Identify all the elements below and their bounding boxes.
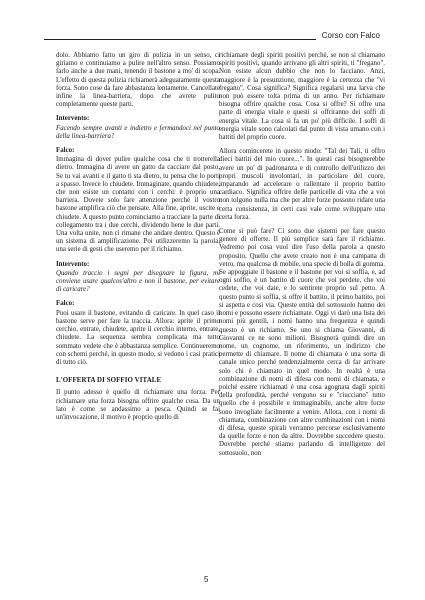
right-column [219,52,385,464]
paragraph: Il punto adesso è quello di richiamare una forza. Per richiamare una forza bisogna offrire qualche cosa. Da un lato è come se andassimo a pesca. Quindi se fai un'invocazione, il motivo è proprio quello di [56,389,220,421]
speaker-label: Falco: [56,300,75,308]
paragraph: Come si può fare? Ci sono due sistemi per fare questo genere di offerte. Il più semplice sarà fare il richiamo. Vedremo poi cosa vuol dire l'uso della parola a questo proposito. Quello che avete creato non è una campana di vetro, ma qualcosa di mobile, una specie di bolla di gomma. Se appoggiate il bastone e il bastone per voi si soffia, e, ad ogni soffio, è un battito di cuore che voi perdete, che voi cedete, che voi date, e lo sentirete proprio sul petto. A questo punto si soffia, si offre il battito, il primo battito, poi si aspetta e così via. Queste entità del sottosuolo hanno dei nomi e possono essere richiamate. Oggi vi darò una lista dei nomi più gentili, i nomi hanno una frequenza e quindi questo è un richiamo. Se uno si chiama Giovanni, di Giovanni ce ne sono milioni. Bisognerà quindi dire un nome, un cognome, un riferimento, un indirizzo che permette di chiamare. Il nome di chiamata è una sorta di canale unico perché tendenzialmente cerca di far arrivare solo chi è chiamato in quel modo. In realtà è una combinazione di nomi di difesa con nomi di chiamata, e poiché essere richiamati è una cosa agognata dagli spiriti della profondità, perché vengono su e "ciucciano" tutto quello che è possibile e immaginabile, anche altre forze sono invogliate facilmente a venire. Allora, con i nomi di chiamata, combinazione con altre combinazioni con i nomi di difesa, queste spirali verranno percorse esclusivamente da quelle forze e non da altre. Dovrebbe succedere questo. Dovrebbe perché stiamo parlando di intelligenze del sottosuolo, non [219,228,385,457]
left-column [56,52,220,428]
running-header [44,28,380,42]
question-text: Quando traccio i segni per disegnare la figura, mi conviene usare qualcos'altro e non il bastone, per evitare di caricare? [56,269,220,294]
paragraph: richiamare degli spiriti positivi perché, se non si chiamano spiriti positivi, quando arrivano gli altri spiriti, ti "fregano". Non esiste alcun dubbio che non lo facciano. Anzi, maggiore è la presunzione, maggiore è la certezza che "vi fregano". Cosa significa? Significa regalarsi una larva che non può essere tolta prima di un anno. Per richiamare bisogna offrire qualche cosa. Cosa si offre? Si offre una parte di energia vitale e questi si offriranno dei soffi di energia vitale. La cosa si fa un po' più difficile. I soffi di energia vitale sono calcolati dal punto di vista umano con i battiti del proprio cuore. [219,52,385,142]
section-title: L'OFFERTA DI SOFFIO VITALE [56,377,162,385]
paragraph: Allora comincerete in questo modo: "Tal dei Tali, ti offro dieci battiti del mio cuore...". In questi casi bisognerebbe avere un po' di padronanza e di controllo dell'utilizzo dei propri muscoli involontari, in particolare del cuore, imparando ad accelerare o rallentare il proprio battito cardiaco. Significa offrire delle particelle di vita che a voi non tolgono nulla ma che per altre forze possono ridare una certa consistenza, in certi casi vale come sviluppare una certa forza. [219,148,385,221]
answer-text: Puoi usare il bastone, evitando di caricare. In quel caso il bastone serve per fare la traccia. Allora: aprite il primo cerchio, entrate, chiudete, aprite il cerchio interno, entrate, chiudete. La sequenza sembra complicata ma tutto sommato vedete che è abbastanza semplice. Continueremo con schemi perché, in questo modo, si vedono i casi pratici di tutto ciò. [56,309,220,366]
answer-text: Immagina di dover pulire qualche cosa che ti trotterella dietro. Immagina di avere un gatto da cacciare dal posto. Se tu vai avanti e il gatto ti sta dietro, tu pensa che lo porti a spasso. Invece lo chiudete. Immaginate, quando chiudete, che non esiste un contatto con i cerchi: è proprio una barriera. Dovete solo fare attenzione perché il vostro bastone amplifica ciò che pensate. Alla fine, aprite, uscite e chiudete. A questo punto cominciamo a tracciare la parte di collegamento tra i due cerchi, dividendo bene le due parti. Una volta unite, non ci rimane che andare dentro. Questo è un sistema di amplificazione. Poi utilizzeremo la parola, una serie di gesti che useremo per il richiamo. [56,156,220,254]
paragraph: dolo. Abbiamo fatto un giro di pulizia in un senso, ci giriamo e continuiamo a pulire nell'altro senso. Possiamo farlo anche a due mani, tenendo il bastone a mo' di scopa. L'effetto di questa pulizia richiamerà adeguatamente questa forza. Sono cose da fare abbastanza lentamente. Cancellate infine la linea-barriera, dopo che avrete pulito completamente queste parti. [56,52,220,109]
speaker-label: Intervento: [56,260,90,268]
page-number: 5 [204,575,209,584]
header-rule [44,39,316,40]
speaker-label: Falco: [56,147,75,155]
question-text: Facendo sempre avanti e indietro e fermandoci nel punto della linea-barriera? [56,124,220,140]
header-title: Corso con Falco [321,31,380,40]
speaker-label: Intervento: [56,115,90,123]
